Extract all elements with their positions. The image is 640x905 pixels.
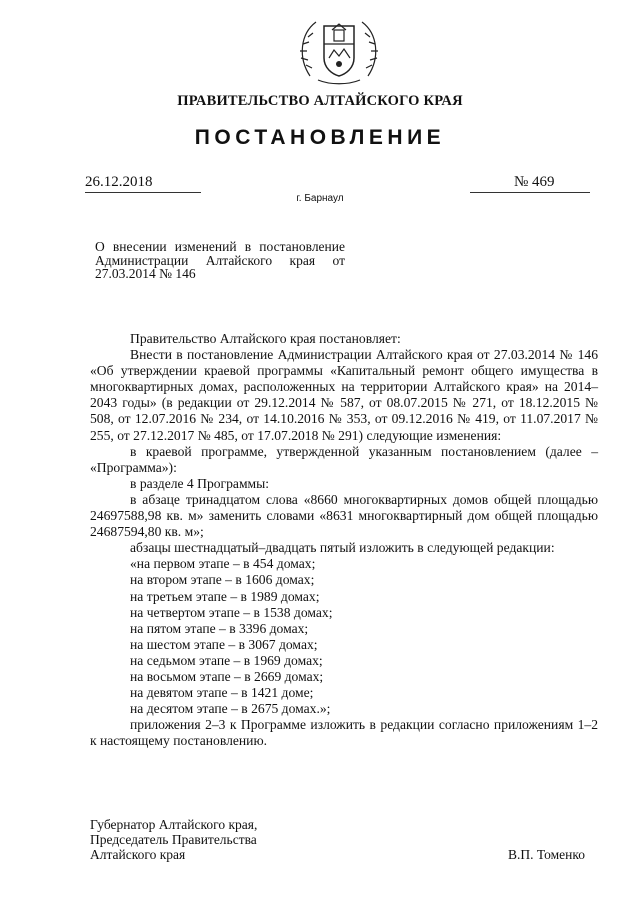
decree-number: № 469: [514, 174, 555, 190]
signatory-line: Алтайского края: [90, 847, 186, 862]
decree-date: 26.12.2018: [85, 174, 153, 190]
signatory-line: Председатель Правительства: [90, 832, 257, 847]
government-title: ПРАВИТЕЛЬСТВО АЛТАЙСКОГО КРАЯ: [177, 93, 463, 109]
body-paragraph: в абзаце тринадцатом слова «8660 многоквартирных домов общей площадью 24697588,98 кв. м» заменить словами «8631 многоквартирный дом общей площадью 24687594,80 кв. м»;: [90, 491, 598, 540]
stage-line: на шестом этапе – в 3067 домах;: [130, 636, 318, 652]
stage-line: на третьем этапе – в 1989 домах;: [130, 588, 320, 604]
body-paragraph: Правительство Алтайского края постановляет:: [130, 331, 401, 346]
stage-line: «на первом этапе – в 454 домах;: [130, 556, 316, 572]
signatory-line: Губернатор Алтайского края,: [90, 817, 258, 832]
body-paragraph: Внести в постановление Администрации Алтайского края от 27.03.2014 № 146 «Об утверждении краевой программы «Капитальный ремонт общего имущества в многоквартирных домах, расположенных на территории Алтайского края» на 2014–2043 годы» (в редакции от 29.12.2014 № 587, от 08.07.2015 № 271, от 18.12.2015 № 508, от 12.07.2016 № 234, от 14.10.2016 № 353, от 09.12.2016 № 419, от 11.07.2017 № 255, от 27.12.2017 № 485, от 17.07.2018 № 291) следующие изменения:: [90, 347, 598, 443]
coat-of-arms-icon: [296, 14, 382, 86]
stage-line: на девятом этапе – в 1421 доме;: [130, 685, 314, 701]
city: г. Барнаул: [296, 193, 344, 204]
body-paragraph: абзацы шестнадцатый–двадцать пятый изложить в следующей редакции:: [130, 540, 555, 556]
stage-line: на втором этапе – в 1606 домах;: [130, 572, 315, 588]
stage-line: на восьмом этапе – в 2669 домах;: [130, 668, 324, 684]
body-paragraph: в разделе 4 Программы:: [130, 475, 270, 491]
signatory-title: [90, 817, 350, 862]
document-type: ПОСТАНОВЛЕНИЕ: [194, 126, 446, 149]
stage-line: на десятом этапе – в 2675 домах.»;: [130, 701, 331, 717]
stage-line: на седьмом этапе – в 1969 домах;: [130, 652, 323, 668]
decree-body: [90, 331, 598, 749]
decree-subject: О внесении изменений в постановление Администрации Алтайского края от 27.03.2014 № 146: [95, 239, 345, 281]
body-paragraph: в краевой программе, утвержденной указанным постановлением (далее – «Программа»):: [90, 443, 598, 475]
stage-line: на пятом этапе – в 3396 домах;: [130, 620, 309, 636]
signatory-name: В.П. Томенко: [508, 847, 585, 862]
stage-line: на четвертом этапе – в 1538 домах;: [130, 604, 333, 620]
body-paragraph: приложения 2–3 к Программе изложить в редакции согласно приложениям 1–2 к настоящему постановлению.: [90, 717, 598, 749]
